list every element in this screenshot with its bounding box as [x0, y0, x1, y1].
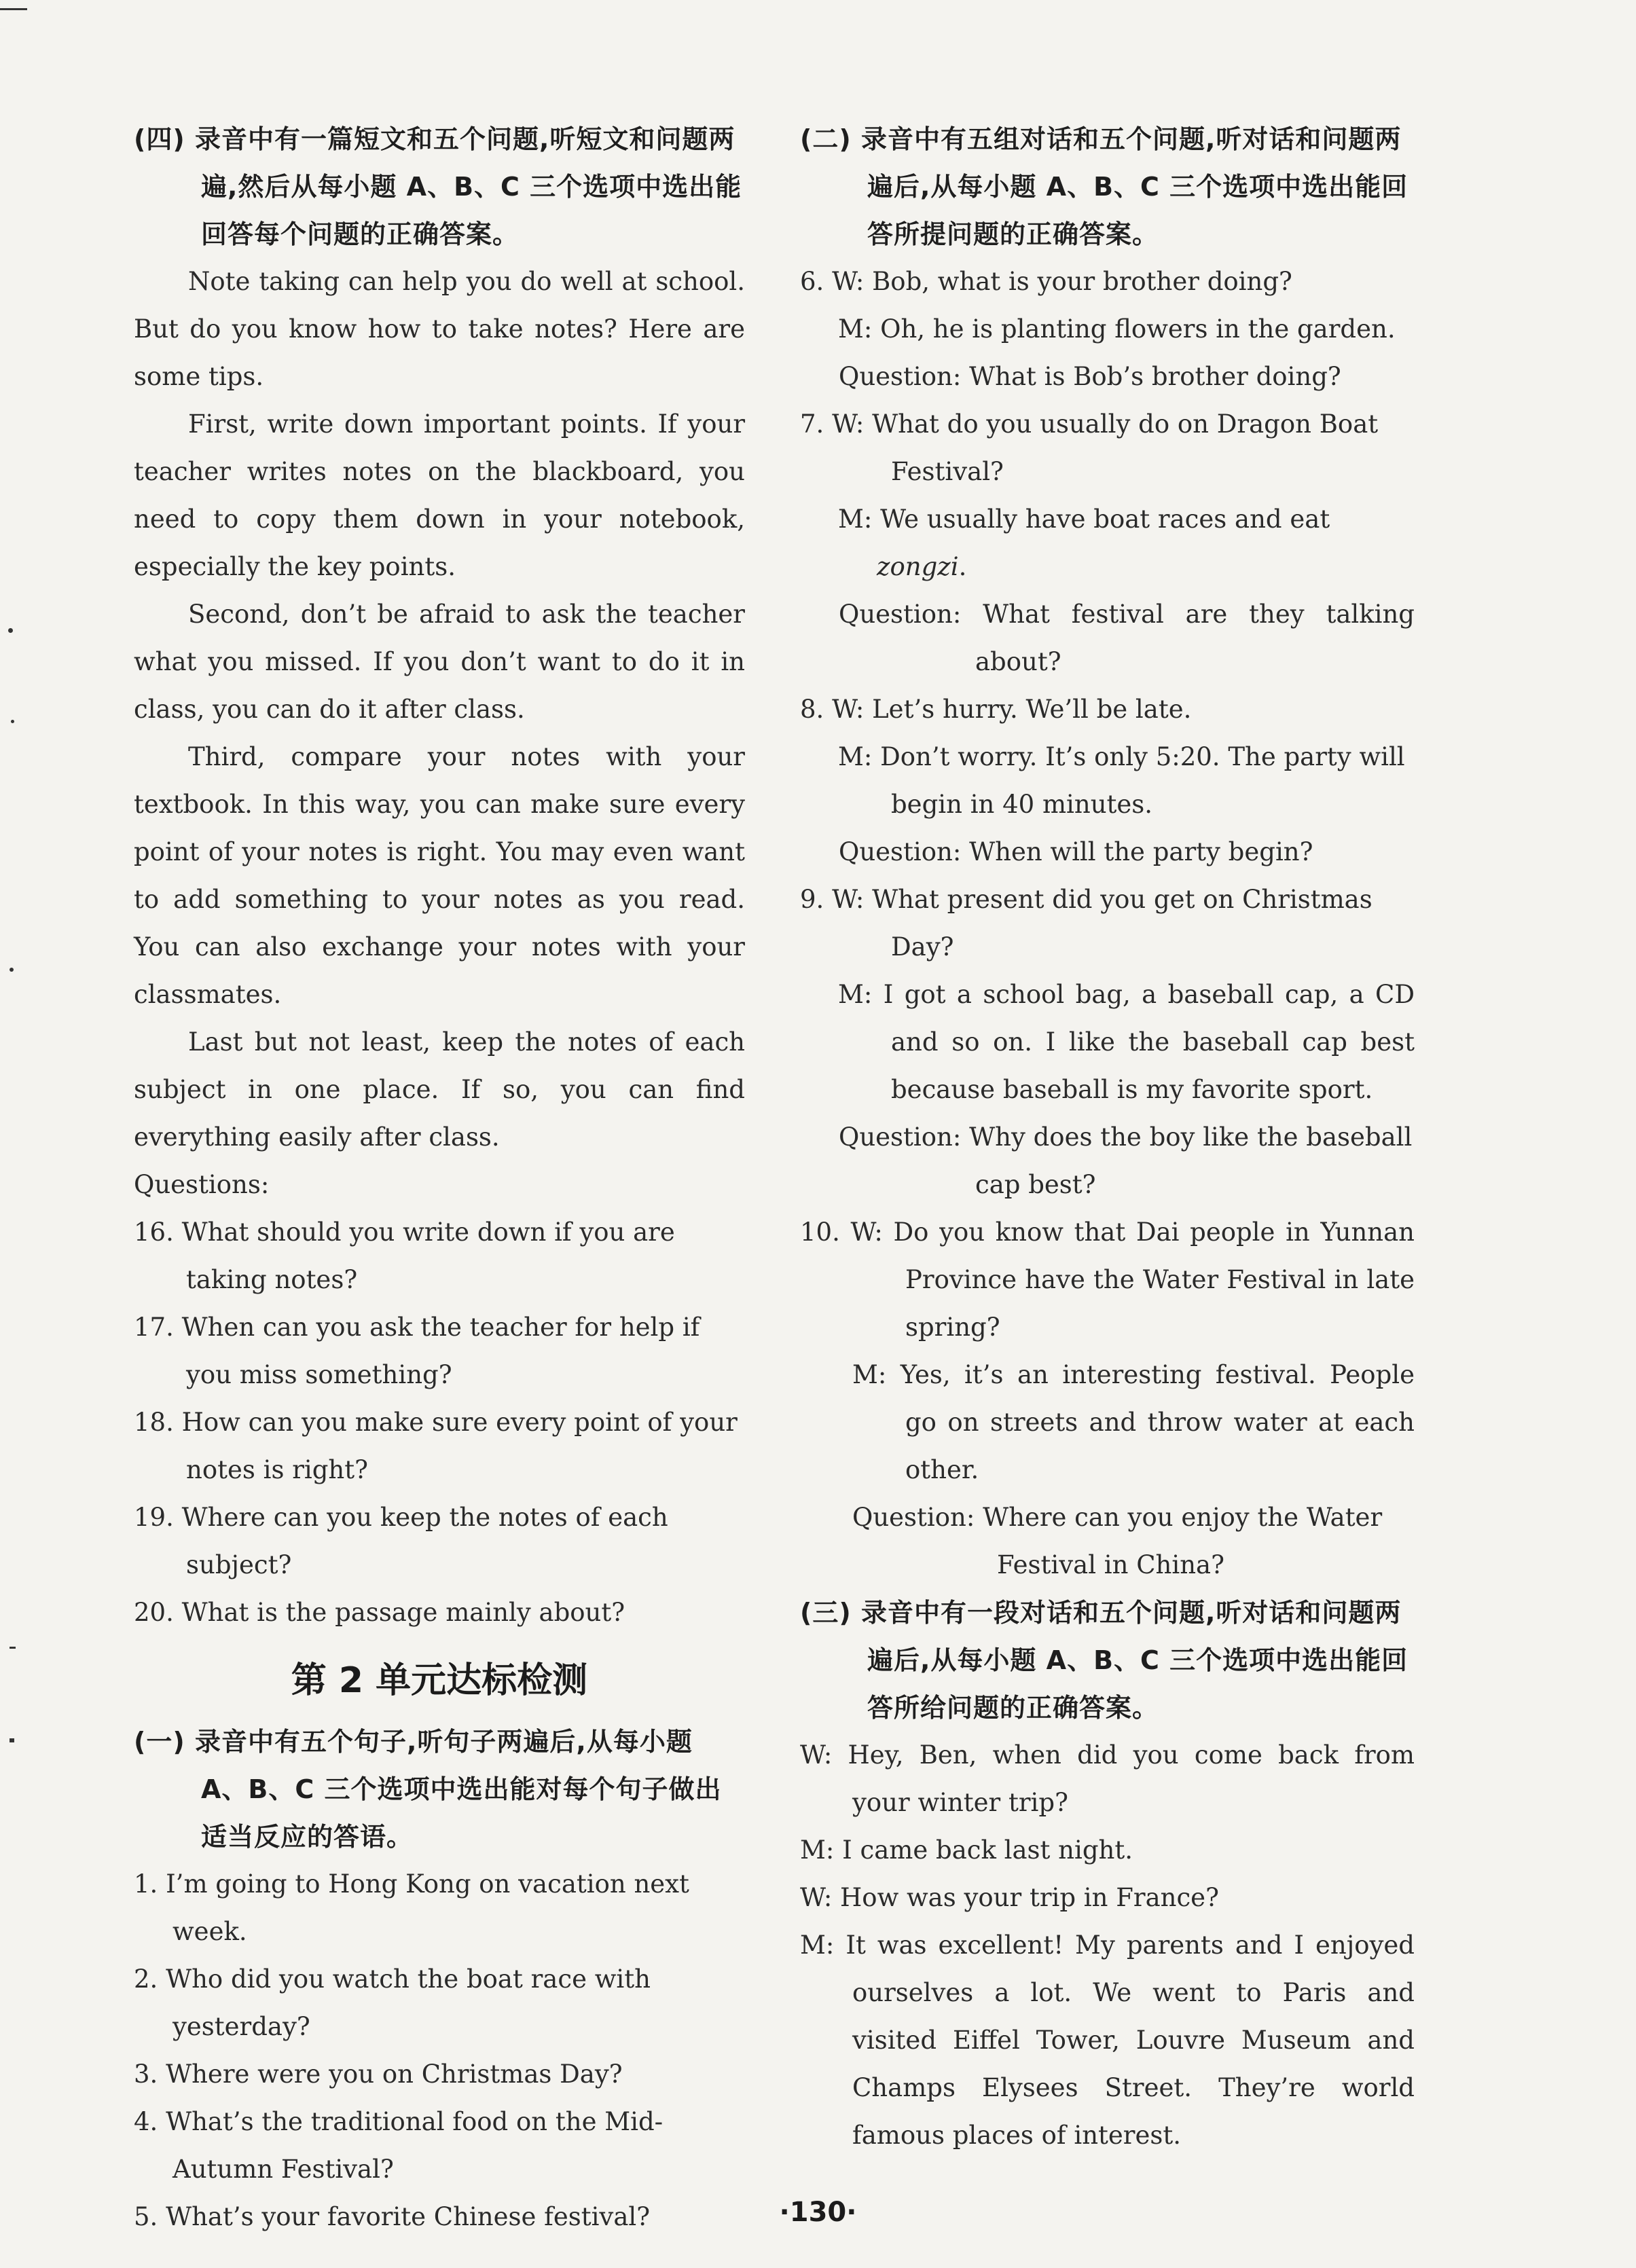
dialog-man-line: [800, 496, 1415, 591]
question-item: 16. What should you write down if you are taking notes?: [134, 1218, 675, 1294]
question-list: [134, 1209, 745, 1636]
dialog-question: Question: Why does the boy like the baseball cap best?: [839, 1122, 1413, 1199]
passage: [134, 258, 745, 1161]
section-4-heading: (四) 录音中有一篇短文和五个问题,听短文和问题两遍,然后从每小题 A、B、C 三个选项中选出能回答每个问题的正确答案。: [134, 124, 742, 249]
passage-paragraph: Last but not least, keep the notes of each subject in one place. If so, you can find everything easily after class.: [134, 1027, 745, 1152]
sentence-item: 5. What’s your favorite Chinese festival?: [134, 2202, 651, 2231]
conversation: [800, 1732, 1415, 2159]
passage-paragraph: Second, don’t be afraid to ask the teacher what you missed. If you don’t want to do it in class, you can do it after class.: [134, 600, 745, 724]
section-1-heading: (一) 录音中有五个句子,听句子两遍后,从每小题 A、B、C 三个选项中选出能对每个句子做出适当反应的答语。: [134, 1727, 722, 1852]
sentence-item: 2. Who did you watch the boat race with yesterday?: [134, 1964, 651, 2041]
dialog-question: Question: What is Bob’s brother doing?: [839, 362, 1341, 391]
dialog-man-text: M: We usually have boat races and eat: [838, 505, 1330, 534]
scan-mark: [10, 1647, 16, 1649]
dialog-item: [800, 686, 1415, 876]
dialog-man-text: .: [958, 552, 967, 581]
dialog-woman-line: 10. W: Do you know that Dai people in Yunnan Province have the Water Festival in late spring?: [800, 1218, 1415, 1342]
questions-label: Questions:: [134, 1170, 270, 1199]
dialog-man-line: M: Oh, he is planting flowers in the garden.: [838, 314, 1396, 344]
sentence-item: 3. Where were you on Christmas Day?: [134, 2060, 623, 2089]
scan-mark: [11, 720, 14, 723]
sentence-item: 1. I’m going to Hong Kong on vacation next week.: [134, 1869, 689, 1946]
question-item: 18. How can you make sure every point of your notes is right?: [134, 1408, 738, 1484]
sentence-item: 4. What’s the traditional food on the Mid-Autumn Festival?: [134, 2107, 664, 2184]
italic-word: zongzi: [877, 552, 959, 581]
dialog-woman-line: 9. W: What present did you get on Christmas Day?: [800, 885, 1373, 962]
passage-paragraph: Third, compare your notes with your textbook. In this way, you can make sure every point of your notes is right. You may even want to add something to your notes as you read. You can also exchange your notes with your classmates.: [134, 742, 745, 1009]
section-2-heading: (二) 录音中有五组对话和五个问题,听对话和问题两遍后,从每小题 A、B、C 三个选项中选出能回答所提问题的正确答案。: [800, 124, 1408, 249]
dialog-man-line: M: I got a school bag, a baseball cap, a CD and so on. I like the baseball cap best because baseball is my favorite sport.: [838, 980, 1415, 1104]
conversation-line: W: Hey, Ben, when did you come back from your winter trip?: [800, 1740, 1415, 1817]
scan-mark: [8, 628, 13, 633]
question-item: 19. Where can you keep the notes of each subject?: [134, 1503, 668, 1579]
section-3-heading: (三) 录音中有一段对话和五个问题,听对话和问题两遍后,从每小题 A、B、C 三个选项中选出能回答所给问题的正确答案。: [800, 1598, 1408, 1723]
dialog-woman-line: 7. W: What do you usually do on Dragon Boat Festival?: [800, 409, 1379, 486]
scan-mark: [10, 1738, 14, 1742]
conversation-line: M: It was excellent! My parents and I enjoyed ourselves a lot. We went to Paris and visited Eiffel Tower, Louvre Museum and Champs Elysees Street. They’re world famous places of interest.: [800, 1931, 1415, 2150]
passage-paragraph: First, write down important points. If your teacher writes notes on the blackboard, you need to copy them down in your notebook, especially the key points.: [134, 409, 745, 581]
left-column: [134, 115, 745, 2241]
right-column: [800, 115, 1415, 2159]
dialog-question: Question: What festival are they talking about?: [839, 600, 1415, 676]
page-number: ·130·: [779, 2197, 857, 2228]
dialog-item: [800, 258, 1415, 401]
question-item: 17. When can you ask the teacher for help if you miss something?: [134, 1313, 700, 1389]
passage-paragraph: Note taking can help you do well at school. But do you know how to take notes? Here are some tips.: [134, 267, 745, 391]
question-item: 20. What is the passage mainly about?: [134, 1598, 625, 1627]
dialog-list: [800, 258, 1415, 1589]
dialog-item: [800, 876, 1415, 1209]
conversation-line: M: I came back last night.: [800, 1835, 1133, 1865]
dialog-woman-line: 6. W: Bob, what is your brother doing?: [800, 267, 1292, 296]
conversation-line: W: How was your trip in France?: [800, 1883, 1219, 1912]
sentence-list: [134, 1861, 745, 2241]
dialog-man-line: M: Yes, it’s an interesting festival. People go on streets and throw water at each other.: [852, 1360, 1415, 1484]
dialog-question: Question: When will the party begin?: [839, 837, 1313, 866]
dialog-woman-line: 8. W: Let’s hurry. We’ll be late.: [800, 695, 1192, 724]
scan-mark: [10, 968, 14, 972]
dialog-question: Question: Where can you enjoy the Water Festival in China?: [852, 1503, 1383, 1579]
scan-mark: [0, 8, 27, 10]
unit-title: 第 2 单元达标检测: [291, 1660, 588, 1701]
dialog-man-line: M: Don’t worry. It’s only 5:20. The party will begin in 40 minutes.: [838, 742, 1405, 819]
dialog-item: [800, 401, 1415, 686]
dialog-item: [800, 1209, 1415, 1589]
